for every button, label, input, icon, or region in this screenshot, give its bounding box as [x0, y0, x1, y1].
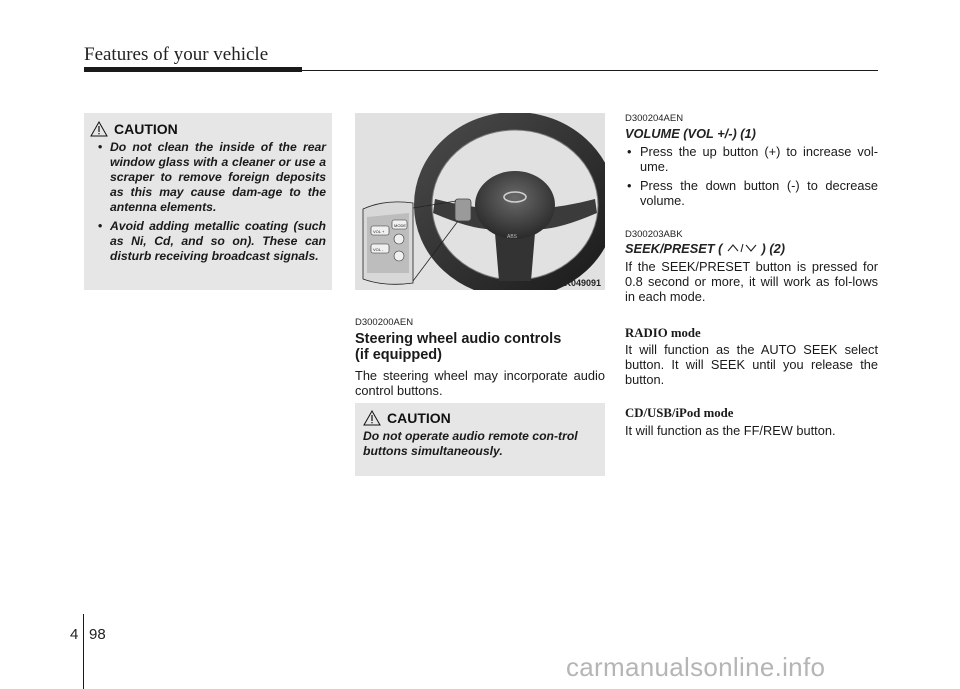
footer-rule: [83, 614, 84, 689]
svg-text:ABS: ABS: [507, 234, 518, 240]
bullet-item: • Press the down button (-) to decrease volume.: [625, 178, 878, 208]
seek-code: D300203ABK: [625, 229, 683, 240]
vol-up-button-label: VOL +: [373, 229, 385, 234]
seek-subheading: [625, 241, 878, 256]
bullet-item: • Press the up button (+) to increase vol-ume.: [625, 144, 878, 174]
volume-subheading: VOLUME (VOL +/-) (1): [625, 126, 756, 141]
section-heading: [355, 331, 605, 363]
up-down-arrow-icons: [726, 243, 758, 253]
section-heading-line1: Steering wheel audio controls: [355, 331, 562, 347]
caution-label: CAUTION: [387, 410, 451, 426]
cd-mode-body: It will function as the FF/REW button.: [625, 423, 836, 438]
steering-wheel-illustration: [355, 113, 605, 290]
seek-subheading-prefix: SEEK/PRESET (: [625, 241, 723, 256]
caution-box-antenna: [84, 113, 332, 290]
radio-mode-heading: RADIO mode: [625, 326, 701, 340]
caution-item: • Do not clean the inside of the rear window glass with a cleaner or use a scraper to remove foreign deposits as this may cause dam-age to the antenna elements.: [90, 140, 326, 215]
caution-box-remote: [355, 403, 605, 476]
section-body: The steering wheel may incorporate audio control buttons.: [355, 368, 605, 398]
section-heading-line2: (if equipped): [355, 347, 442, 363]
caution-label: CAUTION: [114, 121, 178, 137]
watermark: carmanualsonline.info: [566, 652, 826, 682]
header-rule-thick: [84, 67, 302, 72]
vol-down-button-label: VOL -: [373, 247, 384, 252]
cd-mode-heading: CD/USB/iPod mode: [625, 406, 734, 420]
volume-bullet-list: [625, 144, 878, 212]
warning-triangle-icon: [90, 121, 108, 137]
volume-code: D300204AEN: [625, 113, 684, 124]
header-rule-thin: [302, 70, 878, 71]
page-header-title: Features of your vehicle: [84, 44, 269, 65]
steering-wheel-figure: [355, 113, 605, 290]
audio-switch-inset: [363, 202, 413, 284]
page-number: 98: [89, 626, 106, 643]
caution-text: Do not operate audio remote con-trol buttons simultaneously.: [363, 429, 578, 458]
warning-triangle-icon: [363, 410, 381, 426]
caution-item: • Avoid adding metallic coating (such as Ni, Cd, and so on). These can disturb receiving broadcast signals.: [90, 219, 326, 264]
radio-mode-body: It will function as the AUTO SEEK select button. It will SEEK until you release the button.: [625, 342, 878, 387]
figure-code: OBK049091: [550, 278, 601, 288]
caution-list: [90, 140, 326, 264]
mode-button-label: MODE: [394, 223, 406, 228]
seek-body: If the SEEK/PRESET button is pressed for 0.8 second or more, it will work as fol-lows in each mode.: [625, 259, 878, 304]
seek-subheading-suffix: ) (2): [761, 241, 786, 256]
section-code: D300200AEN: [355, 317, 414, 328]
section-number: 4: [70, 626, 79, 643]
caution-heading: [90, 121, 326, 137]
caution-heading: [363, 410, 597, 426]
